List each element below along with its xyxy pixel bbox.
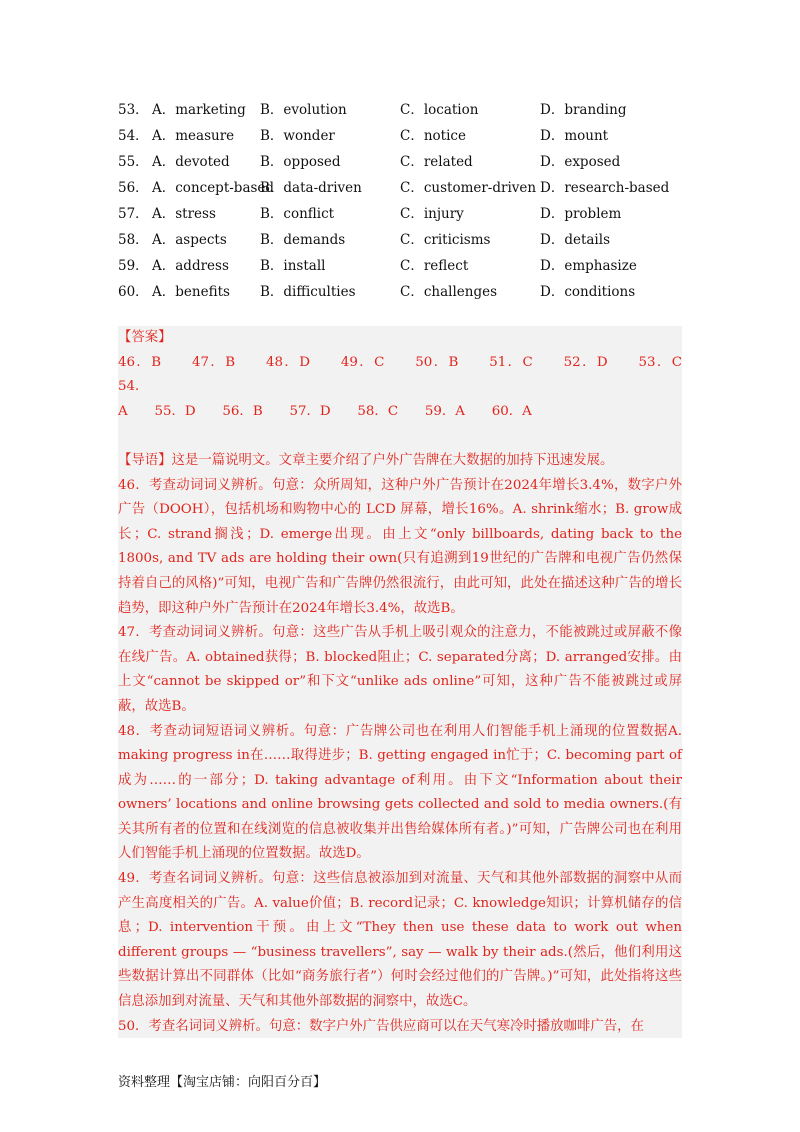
option-a: A．measure: [152, 128, 235, 144]
question-number: 53．: [118, 102, 149, 118]
option-row: [118, 173, 688, 199]
option-c: C．reflect: [400, 258, 469, 274]
explanation-48: 48．考查动词短语词义辨析。句意：广告牌公司也在利用人们智能手机上涌现的位置数据A. making progress in在……取得进步；B. getting engaged in忙于；C. becoming part of成为……的一部分；D. taking advantage of利用。由下文“Information about their owners’ locations and online browsing gets collected and sold to media owners.(有关其所有者的位置和在线浏览的信息被收集并出售给媒体所有者。)”可知，广告牌公司也在利用人们智能手机上涌现的位置数据。故选D。: [118, 723, 682, 862]
option-row: [118, 277, 688, 303]
option-a: A．concept-based: [152, 180, 275, 196]
option-b: B．install: [260, 258, 326, 274]
option-row: [118, 147, 688, 173]
answer-key-line-1: 46．B 47．B 48．D 49．C 50．B 51．C 52．D 53．C 54．: [118, 354, 709, 395]
explanation-47: 47．考查动词词义辨析。句意：这些广告从手机上吸引观众的注意力，不能被跳过或屏蔽不像在线广告。A. obtained获得；B. blocked阻止；C. separated分离；D. arranged安排。由上文“cannot be skipped or”和下文“unlike ads online”可知，这种广告不能被跳过或屏蔽，故选B。: [118, 625, 682, 714]
answer-key-line-2: A 55．D 56．B 57．D 58．C 59．A 60．A: [118, 403, 532, 419]
option-c: C．related: [400, 154, 473, 170]
option-d: D．problem: [540, 206, 622, 222]
option-row: [118, 121, 688, 147]
option-d: D．exposed: [540, 154, 621, 170]
option-b: B．conflict: [260, 206, 335, 222]
option-c: C．challenges: [400, 284, 498, 300]
option-a: A．devoted: [152, 154, 230, 170]
option-c: C．injury: [400, 206, 464, 222]
option-c: C．criticisms: [400, 232, 491, 248]
answer-heading: 【答案】: [118, 330, 172, 345]
option-d: D．details: [540, 232, 610, 248]
option-row: [118, 199, 688, 225]
option-row: [118, 251, 688, 277]
option-d: D．research-based: [540, 180, 670, 196]
option-b: B．difficulties: [260, 284, 356, 300]
question-number: 55．: [118, 154, 149, 170]
question-number: 60．: [118, 284, 149, 300]
option-b: B．wonder: [260, 128, 335, 144]
option-c: C．location: [400, 102, 479, 118]
option-a: A．address: [152, 258, 229, 274]
option-d: D．emphasize: [540, 258, 637, 274]
option-row: [118, 225, 688, 251]
option-a: A．marketing: [152, 102, 246, 118]
option-a: A．stress: [152, 206, 216, 222]
explanation-50: 50．考查名词词义辨析。句意：数字户外广告供应商可以在天气寒冷时播放咖啡广告，在: [118, 1018, 644, 1034]
question-number: 57．: [118, 206, 149, 222]
explanation-49: 49．考查名词词义辨析。句意：这些信息被添加到对流量、天气和其他外部数据的洞察中从而产生高度相关的广告。A. value价值；B. record记录；C. knowledge知识；计算机储存的信息；D. intervention干预。由上文“They then use these data to work out when different groups — “business travellers”, say — walk by their ads.(然后，他们利用这些数据计算出不同群体（比如“商务旅行者”）何时会经过他们的广告牌。)”可知，此处指将这些信息添加到对流量、天气和其他外部数据的洞察中，故选C。: [118, 871, 682, 1010]
option-row: [118, 95, 688, 121]
answer-section: [118, 326, 709, 1038]
option-c: C．notice: [400, 128, 466, 144]
question-number: 58．: [118, 232, 149, 248]
option-c: C．customer-driven: [400, 180, 537, 196]
option-b: B．demands: [260, 232, 346, 248]
spacer: [118, 424, 682, 449]
footer-source: 资料整理【淘宝店铺：向阳百分百】: [118, 1075, 327, 1090]
options-table: [118, 95, 688, 303]
question-number: 56．: [118, 180, 149, 196]
question-number: 54．: [118, 128, 149, 144]
option-a: A．benefits: [152, 284, 230, 300]
option-a: A．aspects: [152, 232, 227, 248]
guide-text: 【导语】这是一篇说明文。文章主要介绍了户外广告牌在大数据的加持下迅速发展。: [118, 452, 614, 468]
option-d: D．branding: [540, 102, 627, 118]
option-b: B．data-driven: [260, 180, 362, 196]
explanation-46: 46．考查动词词义辨析。句意：众所周知，这种户外广告预计在2024年增长3.4%，数字户外广告（DOOH），包括机场和购物中心的 LCD 屏幕，增长16%。A. shrink缩水；B. grow成长；C. strand搁浅；D. emerge出现。由上文“only billboards, dating back to the 1800s, and TV ads are holding their own(只有追溯到19世纪的广告牌和电视广告仍然保持着自己的风格)”可知，电视广告和广告牌仍然很流行，由此可知，此处在描述这种广告的增长趋势，即这种户外广告预计在2024年增长3.4%，故选B。: [118, 477, 682, 616]
option-b: B．evolution: [260, 102, 347, 118]
option-d: D．conditions: [540, 284, 636, 300]
question-number: 59．: [118, 258, 149, 274]
option-d: D．mount: [540, 128, 609, 144]
option-b: B．opposed: [260, 154, 341, 170]
